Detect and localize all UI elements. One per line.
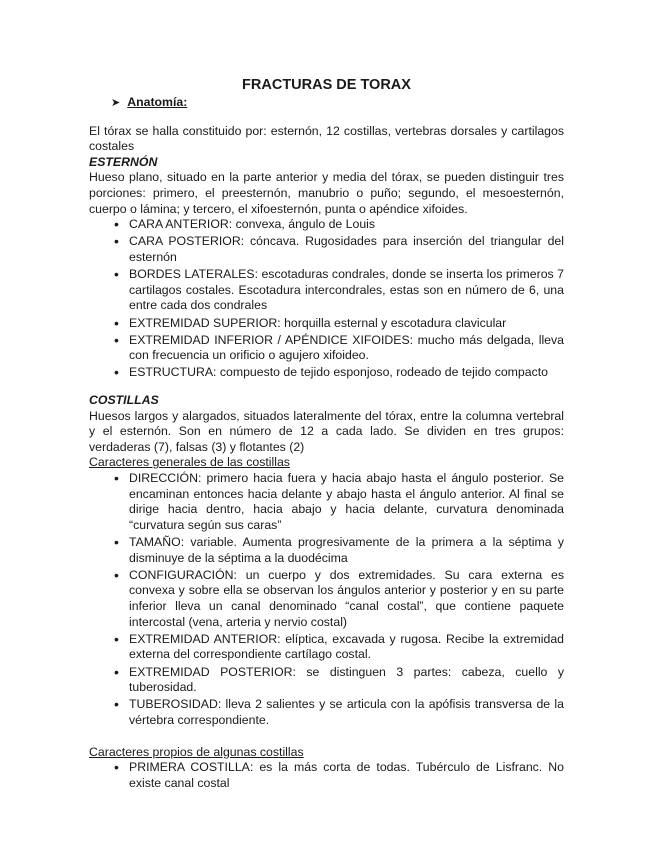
- document-title: FRACTURAS DE TORAX: [242, 77, 411, 93]
- caracteres-generales-list: [89, 471, 564, 728]
- list-item: • TAMAÑO: variable. Aumenta progresivamente de la primera a la séptima y disminuye de la séptima a la duodécima: [89, 535, 564, 566]
- list-item: • DIRECCIÓN: primero hacia fuera y hacia abajo hasta el ángulo posterior. Se encaminan entonces hacia delante y abajo hasta el ángulo anterior. Al final se dirige hacia dentro, hacia abajo y hacia delante, curvatura denominada “curvatura según sus caras”: [89, 471, 564, 533]
- heading-costillas: COSTILLAS: [89, 393, 159, 408]
- intro-paragraph: El tórax se halla constituido por: esternón, 12 costillas, vertebras dorsales y cartilagos costales: [89, 123, 564, 154]
- list-item: • EXTREMIDAD INFERIOR / APÉNDICE XIFOIDES: mucho más delgada, lleva con frecuencia un orificio o agujero xifoideo.: [89, 333, 564, 364]
- subheading-caracteres-propios: Caracteres propios de algunas costillas: [89, 744, 304, 759]
- list-item: • EXTREMIDAD POSTERIOR: se distinguen 3 partes: cabeza, cuello y tuberosidad.: [89, 665, 564, 696]
- costillas-paragraph: Huesos largos y alargados, situados lateralmente del tórax, entre la columna vertebral y el esternón. Son en número de 12 a cada lado. Se dividen en tres grupos: verdaderas (7), falsas (3) y flotantes (2): [89, 408, 564, 454]
- list-item: • EXTREMIDAD ANTERIOR: elíptica, excavada y rugosa. Recibe la extremidad externa del correspondiente cartílago costal.: [89, 632, 564, 663]
- list-item: • BORDES LATERALES: escotaduras condrales, donde se inserta los primeros 7 cartilagos costales. Escotadura intercondrales, estas son en número de 6, una entre cada dos condrales: [89, 267, 564, 314]
- section-label: Anatomía:: [127, 95, 188, 109]
- list-item: • CONFIGURACIÓN: un cuerpo y dos extremidades. Su cara externa es convexa y sobre ella se observan los ángulos anterior y posterior y en su parte inferior lleva un canal denominado “canal costal”, que contiene paquete intercostal (vena, arteria y nervio costal): [89, 568, 564, 630]
- caracteres-propios-list: [89, 760, 564, 791]
- esternon-paragraph: Hueso plano, situado en la parte anterior y media del tórax, se pueden distinguir tres porciones: primero, el preesternón, manubrio o puño; segundo, el mesoesternón, cuerpo o lámina; y tercero, el xifoesternón, punta o apéndice xifoides.: [89, 170, 564, 216]
- list-item: • TUBEROSIDAD: lleva 2 salientes y se articula con la apófisis transversa de la vértebra correspondiente.: [89, 697, 564, 728]
- heading-esternon: ESTERNÓN: [89, 154, 158, 169]
- list-item: • ESTRUCTURA: compuesto de tejido esponjoso, rodeado de tejido compacto: [89, 365, 564, 381]
- section-anatomia: [111, 95, 564, 112]
- list-item: • PRIMERA COSTILLA: es la más corta de todas. Tubérculo de Lisfranc. No existe canal costal: [89, 760, 564, 791]
- list-item: • CARA POSTERIOR: cóncava. Rugosidades para inserción del triangular del esternón: [89, 234, 564, 265]
- list-item: • EXTREMIDAD SUPERIOR: horquilla esternal y escotadura clavicular: [89, 316, 564, 332]
- arrow-bullet-icon: ➤: [111, 97, 121, 109]
- document-page: [89, 76, 564, 793]
- subheading-caracteres-generales: Caracteres generales de las costillas: [89, 455, 290, 470]
- list-item: • CARA ANTERIOR: convexa, ángulo de Louis: [89, 217, 564, 233]
- esternon-list: [89, 217, 564, 381]
